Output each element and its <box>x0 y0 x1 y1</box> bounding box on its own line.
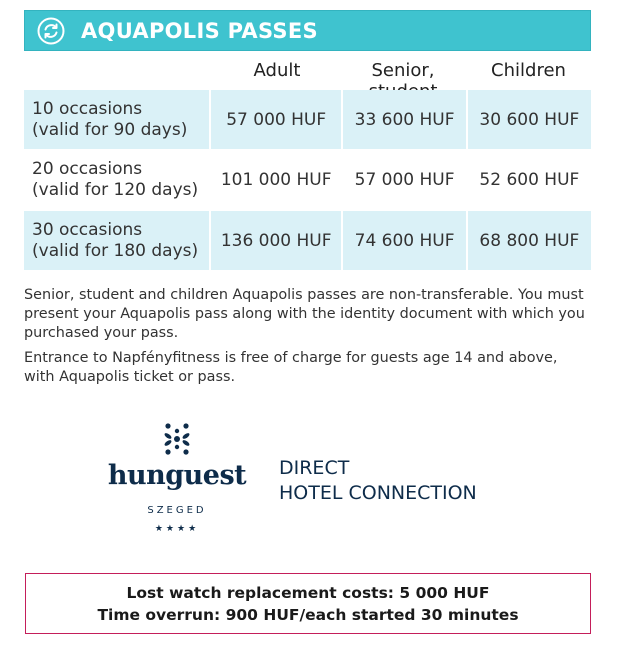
connection-line-1: DIRECT <box>279 457 350 479</box>
price-senior-student: 57 000 HUF <box>354 170 455 190</box>
page-title: AQUAPOLIS PASSES <box>81 18 318 43</box>
column-header-children: Children <box>491 60 566 81</box>
pass-label <box>24 90 210 149</box>
pass-price-table <box>24 90 591 270</box>
fitness-note: Entrance to Napfényfitness is free of charge for guests age 14 and above, with Aquapolis ticket or pass. <box>24 350 558 385</box>
refresh-cycle-icon <box>37 17 65 45</box>
hotel-connection-text <box>279 456 477 506</box>
section-banner <box>24 10 591 51</box>
pass-validity: (valid for 90 days) <box>32 119 188 140</box>
column-header-adult: Adult <box>253 60 301 81</box>
price-senior-student: 74 600 HUF <box>342 211 466 270</box>
transfer-note: Senior, student and children Aquapolis passes are non-transferable. You must present your Aquapolis pass along with the identity document with which you purchased your pass. <box>24 287 585 341</box>
pass-validity: (valid for 120 days) <box>32 180 199 200</box>
price-adult: 57 000 HUF <box>210 90 343 149</box>
hunguest-wordmark: hunguest <box>107 460 247 491</box>
hunguest-logo-icon <box>160 422 194 456</box>
table-row <box>24 90 591 149</box>
pass-occasions: 30 occasions <box>32 219 143 240</box>
pass-occasions: 10 occasions <box>32 98 143 119</box>
pass-label <box>24 211 210 270</box>
pass-label <box>24 149 210 211</box>
pass-occasions: 20 occasions <box>32 159 143 179</box>
price-children: 30 600 HUF <box>467 90 591 149</box>
price-children: 68 800 HUF <box>467 211 591 270</box>
price-children: 52 600 HUF <box>479 170 580 190</box>
fees-notice-box <box>25 573 591 634</box>
hotel-city: SZEGED <box>147 505 207 516</box>
column-header-senior-student: Senior, <box>371 60 435 81</box>
table-row <box>24 211 591 270</box>
price-adult: 136 000 HUF <box>210 211 343 270</box>
table-row <box>24 149 591 211</box>
price-senior-student: 33 600 HUF <box>342 90 466 149</box>
price-adult: 101 000 HUF <box>220 170 332 190</box>
connection-line-2: HOTEL CONNECTION <box>279 482 477 504</box>
pass-notes <box>24 286 592 393</box>
hotel-stars: ★★★★ <box>154 523 200 533</box>
pass-validity: (valid for 180 days) <box>32 240 199 261</box>
time-overrun-fee: Time overrun: 900 HUF/each started 30 minutes <box>97 605 519 624</box>
lost-watch-fee: Lost watch replacement costs: 5 000 HUF <box>126 583 490 602</box>
